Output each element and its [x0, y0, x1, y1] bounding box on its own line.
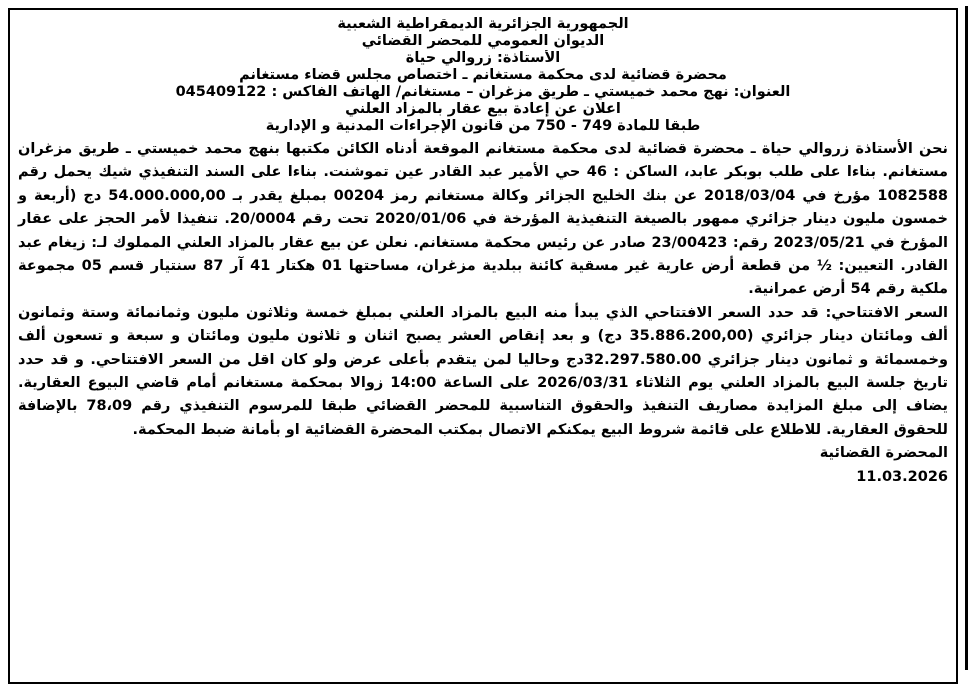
- paragraph-seizure-details: نحن الأستاذة زروالي حياة ـ محضرة قضائية لدى محكمة مستغانم الموقعة أدناه الكائن مكتبها بنهج محمد خميستي ـ طريق مزغران مستغانم. بناءا على طلب بوبكر عابد، الساكن : 46 حي الأمير عبد القادر عين تموشنت. بناءا على السند التنفيذي شيك يحمل رقم 1082588 مؤرخ في 2018/03/04 عن بنك الخليج الجزائر وكالة مستغانم رمز 00204 بمبلغ يقدر بـ 54.000.000,00 دج (أربعة و خمسون مليون دينار جزائري ممهور بالصيغة التنفيذية المؤرخة في 2020/01/06 تحت رقم 20/0004. تنفيذا لأمر الحجز على عقار المؤرخ في 2023/05/21 رقم: 23/00423 صادر عن رئيس محكمة مستغانم. نعلن عن بيع عقار بالمزاد العلني المملوك لـ: زيغام عبد القادر. التعيين: ½ من قطعة أرض عارية غير مسقية كائنة ببلدية مزغران، مساحتها 01 هكتار 41 آر 87 سنتيار قسم 05 مجموعة ملكية رقم 54 أرض عمرانية.: [18, 141, 948, 298]
- notice-header: [10, 10, 956, 135]
- page-edge-rule: [965, 6, 968, 670]
- header-jurisdiction: محضرة قضائية لدى محكمة مستغانم ـ اختصاص مجلس قضاء مستغانم: [239, 67, 727, 83]
- header-address: العنوان: نهج محمد خميستي ـ طريق مزغران – مستغانم/ الهاتف الفاكس : 045409122: [175, 84, 791, 100]
- paragraph-sale-terms: السعر الافتتاحي: قد حدد السعر الافتتاحي الذي يبدأ منه البيع بالمزاد العلني بمبلغ خمسة وثلاثون مليون وثمانمائة وستة وثمانون ألف ومائتان دينار جزائري (35.886.200,00 دج) و بعد إنقاص العشر يصبح اثنان و ثلاثون مليون ومائتان و سبعة و تسعون ألف وخمسمائة و ثمانون دينار جزائري 32.297.580.00دج وحاليا لمن يتقدم بأعلى عرض ولو كان اقل من السعر الافتتاحي. و قد حدد تاريخ جلسة البيع بالمزاد العلني يوم الثلاثاء 2026/03/31 على الساعة 14:00 زوالا بمحكمة مستغانم أمام قاضي البيوع العقارية. يضاف إلى مبلغ المزايدة مصاريف التنفيذ والحقوق التناسبية للمحضر القضائي طبقا للمرسوم التنفيذي رقم 78،09 بالإضافة للحقوق العقارية. للاطلاع على قائمة شروط البيع يمكنكم الاتصال بمكتب المحضرة القضائية او بأمانة ضبط المحكمة.: [18, 304, 949, 438]
- signature-title: المحضرة القضائية: [819, 445, 948, 462]
- header-bailiff-name: الأستاذة: زروالي حياة: [405, 50, 561, 66]
- header-country: الجمهورية الجزائرية الديمقراطية الشعبية: [337, 16, 629, 32]
- signature-date: 11.03.2026: [856, 468, 948, 485]
- notice-body: [10, 135, 956, 489]
- header-office: الديوان العمومي للمحضر القضائي: [361, 33, 605, 49]
- legal-basis: طبقا للمادة 749 - 750 من قانون الإجراءات المدنية و الإدارية: [265, 118, 701, 134]
- notice-title: اعلان عن إعادة بيع عقار بالمزاد العلني: [345, 101, 621, 117]
- legal-notice: [8, 8, 958, 684]
